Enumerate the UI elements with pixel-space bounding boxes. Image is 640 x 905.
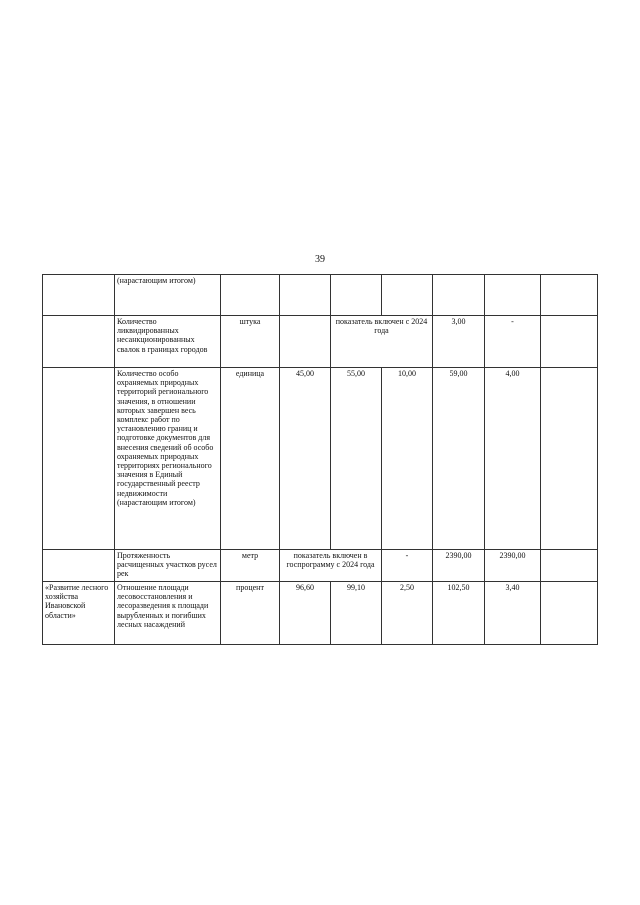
page-number: 39 bbox=[315, 254, 325, 265]
value-cell: 59,00 bbox=[433, 368, 485, 550]
value-cell: 2390,00 bbox=[433, 550, 485, 582]
table-row bbox=[43, 368, 598, 550]
value-cell: 10,00 bbox=[382, 368, 433, 550]
value-cell bbox=[382, 275, 433, 316]
value-cell: 3,00 bbox=[433, 316, 485, 368]
value-cell bbox=[541, 368, 598, 550]
value-cell: 45,00 bbox=[280, 368, 331, 550]
value-cell bbox=[541, 550, 598, 582]
value-cell: 2,50 bbox=[382, 582, 433, 645]
indicator-cell: (нарастающим итогом) bbox=[115, 275, 221, 316]
unit-cell: единица bbox=[221, 368, 280, 550]
merged-note-cell: показатель включен в госпрограмму с 2024 года bbox=[280, 550, 382, 582]
value-cell: 96,60 bbox=[280, 582, 331, 645]
indicator-cell: Отношение площади лесовосстановления и лесоразведения к площади вырубленных и погибших лесных насаждений bbox=[115, 582, 221, 645]
value-cell: - bbox=[485, 316, 541, 368]
program-cell bbox=[43, 368, 115, 550]
unit-cell: метр bbox=[221, 550, 280, 582]
value-cell bbox=[331, 275, 382, 316]
indicator-cell: Количество особо охраняемых природных территорий регионального значения, в отношении которых завершен весь комплекс работ по установлению границ и подготовке документов для внесения сведений об особо охраняемых природных территориях регионального значения в Единый государственный реестр недвижимости (нарастающим итогом) bbox=[115, 368, 221, 550]
value-cell bbox=[433, 275, 485, 316]
value-cell bbox=[541, 275, 598, 316]
program-cell bbox=[43, 275, 115, 316]
table-row bbox=[43, 316, 598, 368]
value-cell: 102,50 bbox=[433, 582, 485, 645]
program-cell: «Развитие лесного хозяйства Ивановской области» bbox=[43, 582, 115, 645]
indicators-table bbox=[42, 274, 598, 645]
value-cell bbox=[485, 275, 541, 316]
table-row bbox=[43, 582, 598, 645]
table-row bbox=[43, 275, 598, 316]
value-cell: 2390,00 bbox=[485, 550, 541, 582]
unit-cell bbox=[221, 275, 280, 316]
value-cell: - bbox=[382, 550, 433, 582]
indicator-cell: Протяженность расчищенных участков русел рек bbox=[115, 550, 221, 582]
program-cell bbox=[43, 550, 115, 582]
unit-cell: штука bbox=[221, 316, 280, 368]
value-cell bbox=[280, 316, 331, 368]
value-cell: 55,00 bbox=[331, 368, 382, 550]
value-cell bbox=[541, 582, 598, 645]
unit-cell: процент bbox=[221, 582, 280, 645]
table-row bbox=[43, 550, 598, 582]
value-cell bbox=[280, 275, 331, 316]
merged-note-cell: показатель включен с 2024 года bbox=[331, 316, 433, 368]
program-cell bbox=[43, 316, 115, 368]
value-cell: 99,10 bbox=[331, 582, 382, 645]
indicator-cell: Количество ликвидированных несанкционированных свалок в границах городов bbox=[115, 316, 221, 368]
value-cell: 3,40 bbox=[485, 582, 541, 645]
value-cell: 4,00 bbox=[485, 368, 541, 550]
value-cell bbox=[541, 316, 598, 368]
